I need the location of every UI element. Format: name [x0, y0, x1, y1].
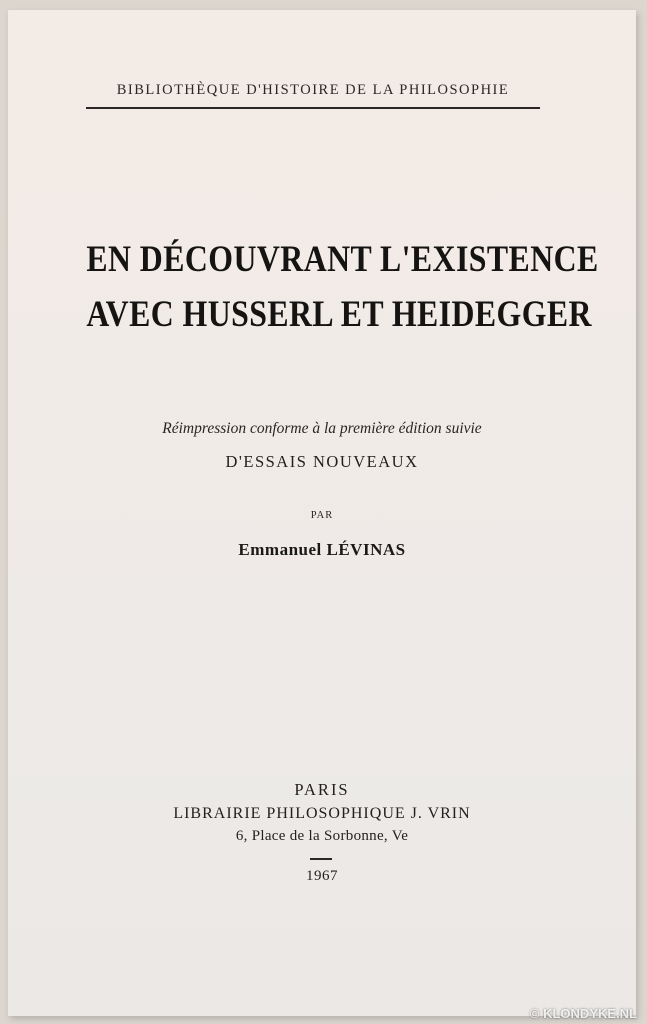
publisher-address: 6, Place de la Sorbonne, Ve — [235, 828, 409, 844]
title-line-2: AVEC HUSSERL ET HEIDEGGER — [86, 294, 592, 335]
title-line-1: EN DÉCOUVRANT L'EXISTENCE — [86, 239, 599, 280]
subtitle: Réimpression conforme à la première édition suivie — [162, 420, 482, 437]
separator-dash — [310, 858, 332, 860]
book-cover — [8, 10, 636, 1016]
series-underline — [86, 107, 540, 109]
series-name: BIBLIOTHÈQUE D'HISTOIRE DE LA PHILOSOPHIE — [116, 82, 510, 98]
by-label: PAR — [310, 510, 334, 521]
publication-city: PARIS — [294, 780, 350, 799]
publication-year: 1967 — [306, 868, 338, 884]
subtitle-essais: D'ESSAIS NOUVEAUX — [225, 452, 419, 471]
author-name: Emmanuel LÉVINAS — [238, 540, 406, 559]
publisher-name: LIBRAIRIE PHILOSOPHIQUE J. VRIN — [173, 805, 471, 822]
watermark: © KLONDYKE.NL — [529, 1006, 637, 1021]
